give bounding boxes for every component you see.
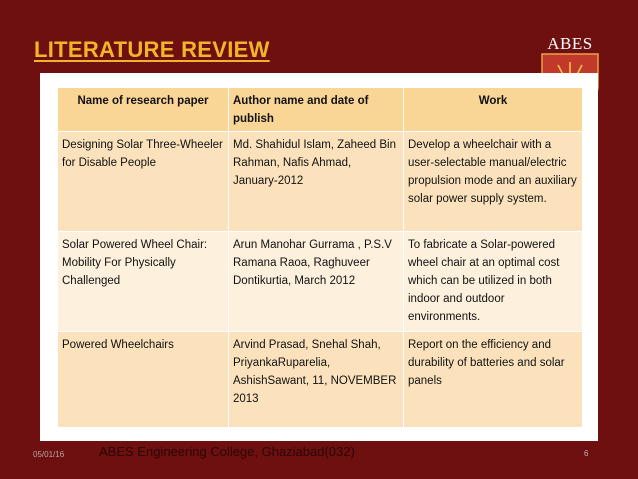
header-research-paper: Name of research paper: [58, 88, 229, 132]
literature-table: [57, 87, 583, 428]
cell-work: Report on the efficiency and durability of batteries and solar panels: [404, 332, 583, 428]
logo-text: ABES: [547, 34, 593, 53]
footer-date: 05/01/16: [33, 450, 65, 459]
table-row: [58, 232, 583, 332]
table-row: [58, 332, 583, 428]
cell-paper: Powered Wheelchairs: [58, 332, 229, 428]
cell-work: To fabricate a Solar-powered wheel chair at an optimal cost which can be utilized in both indoor and outdoor environments.: [404, 232, 583, 332]
cell-author: Arvind Prasad, Snehal Shah, PriyankaRuparelia, AshishSawant, 11, NOVEMBER 2013: [229, 332, 404, 428]
header-work: Work: [404, 88, 583, 132]
cell-paper: Solar Powered Wheel Chair: Mobility For Physically Challenged: [58, 232, 229, 332]
cell-paper: Designing Solar Three-Wheeler for Disable People: [58, 132, 229, 232]
cell-work: Develop a wheelchair with a user-selectable manual/electric propulsion mode and an auxiliary solar power supply system.: [404, 132, 583, 232]
page-number: 6: [584, 449, 589, 458]
cell-author: Arun Manohar Gurrama , P.S.V Ramana Raoa, Raghuveer Dontikurtia, March 2012: [229, 232, 404, 332]
slide-title: LITERATURE REVIEW: [34, 37, 270, 62]
table-row: [58, 132, 583, 232]
header-author: Author name and date of publish: [229, 88, 404, 132]
footer-text: ABES Engineering College, Ghaziabad(032): [99, 444, 355, 459]
table-header-row: [58, 88, 583, 132]
cell-author: Md. Shahidul Islam, Zaheed Bin Rahman, Nafis Ahmad, January-2012: [229, 132, 404, 232]
